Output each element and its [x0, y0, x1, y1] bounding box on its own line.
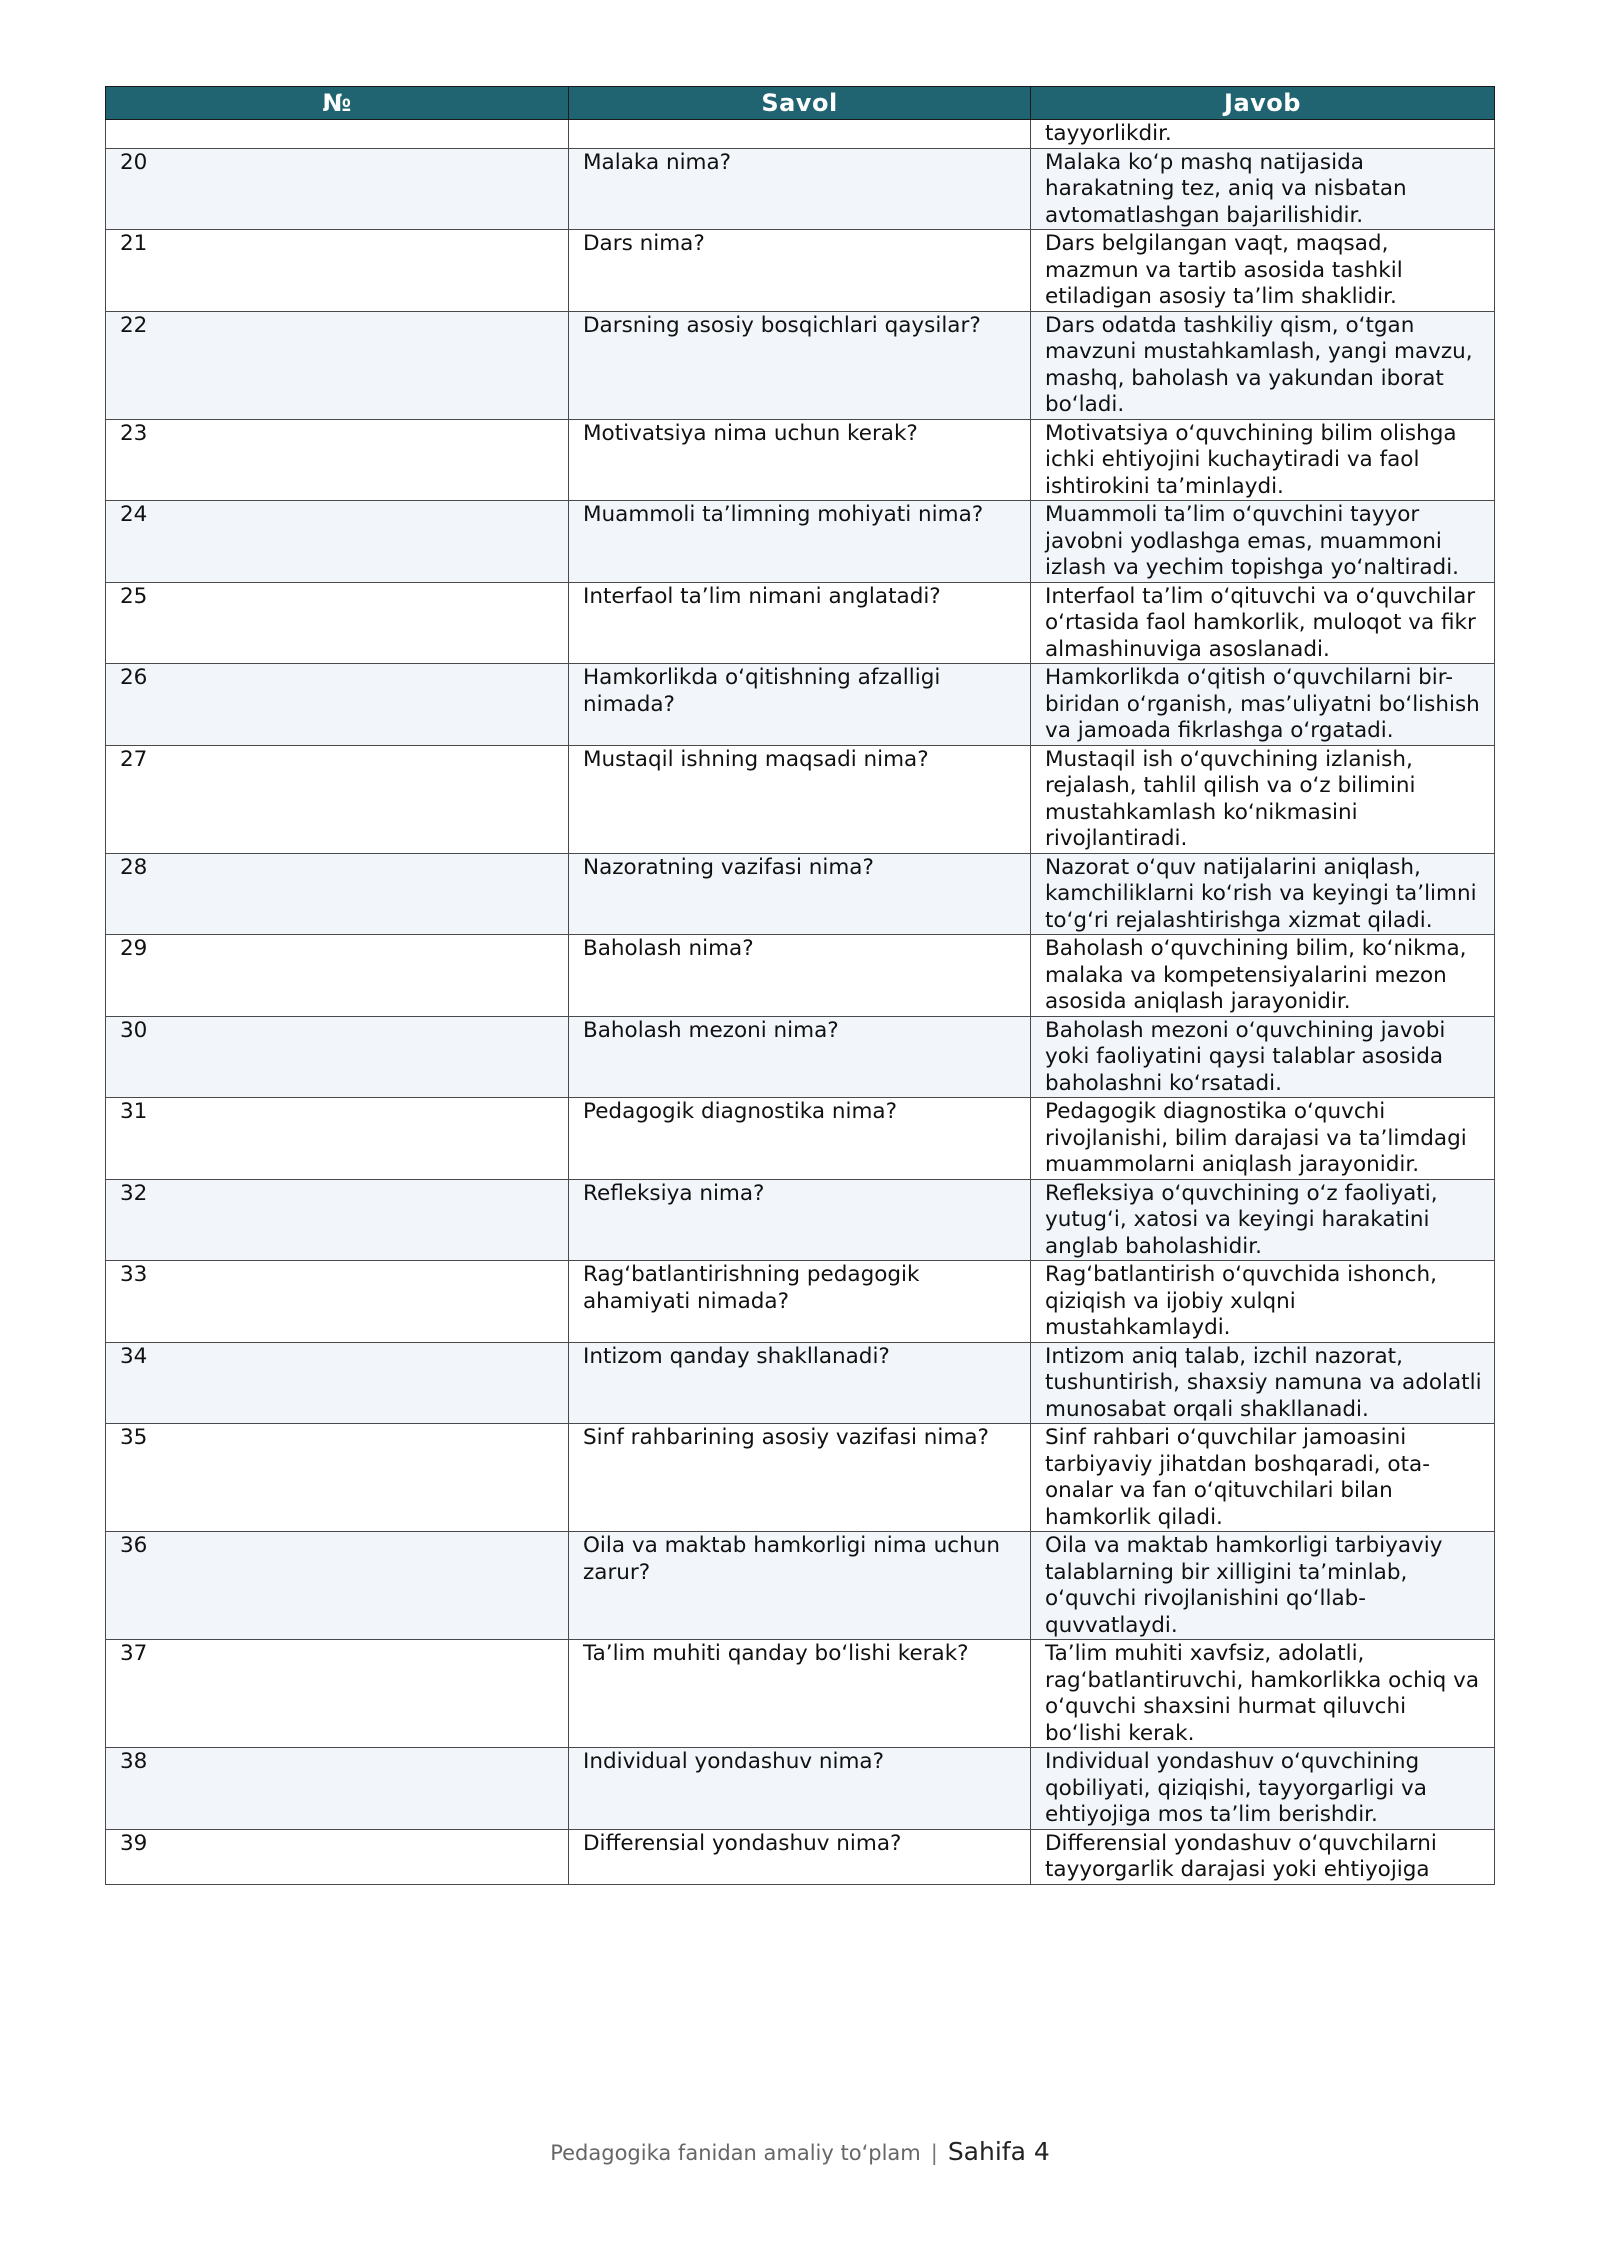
row-number-cell: 30 — [106, 1016, 569, 1098]
table-row — [106, 1640, 1495, 1748]
question-cell: Motivatsiya nima uchun kerak? — [569, 419, 1031, 501]
question-cell: Muammoli ta’limning mohiyati nima? — [569, 501, 1031, 583]
table-row — [106, 1179, 1495, 1261]
table-body — [106, 120, 1495, 1885]
question-cell: Baholash mezoni nima? — [569, 1016, 1031, 1098]
row-number-cell: 24 — [106, 501, 569, 583]
answer-cell: Mustaqil ish o‘quvchining izlanish, rejalash, tahlil qilish va o‘z bilimini mustahkamlash ko‘nikmasini rivojlantiradi. — [1031, 745, 1495, 853]
row-number-cell: 26 — [106, 664, 569, 746]
table-row — [106, 935, 1495, 1017]
question-cell: Hamkorlikda o‘qitishning afzalligi nimada? — [569, 664, 1031, 746]
table-row — [106, 745, 1495, 853]
answer-cell: Motivatsiya o‘quvchining bilim olishga ichki ehtiyojini kuchaytiradi va faol ishtirokini ta’minlaydi. — [1031, 419, 1495, 501]
question-cell: Baholash nima? — [569, 935, 1031, 1017]
answer-cell: Ta’lim muhiti xavfsiz, adolatli, rag‘batlantiruvchi, hamkorlikka ochiq va o‘quvchi shaxsini hurmat qiluvchi bo‘lishi kerak. — [1031, 1640, 1495, 1748]
header-answer: Javob — [1031, 87, 1495, 120]
answer-cell: Rag‘batlantirish o‘quvchida ishonch, qiziqish va ijobiy xulqni mustahkamlaydi. — [1031, 1261, 1495, 1343]
qa-table — [105, 86, 1495, 1885]
row-number-cell: 39 — [106, 1829, 569, 1884]
table-row — [106, 1098, 1495, 1180]
answer-cell: Individual yondashuv o‘quvchining qobiliyati, qiziqishi, tayyorgarligi va ehtiyojiga mos ta’lim berishdir. — [1031, 1748, 1495, 1830]
answer-cell: Nazorat o‘quv natijalarini aniqlash, kamchiliklarni ko‘rish va keyingi ta’limni to‘g‘ri rejalashtirishga xizmat qiladi. — [1031, 853, 1495, 935]
row-number-cell: 34 — [106, 1342, 569, 1424]
table-row — [106, 1748, 1495, 1830]
answer-cell: Muammoli ta’lim o‘quvchini tayyor javobni yodlashga emas, muammoni izlash va yechim topishga yo‘naltiradi. — [1031, 501, 1495, 583]
row-number-cell: 20 — [106, 148, 569, 230]
table-row — [106, 1532, 1495, 1640]
table-row — [106, 311, 1495, 419]
table-row — [106, 582, 1495, 664]
question-cell: Individual yondashuv nima? — [569, 1748, 1031, 1830]
question-cell: Darsning asosiy bosqichlari qaysilar? — [569, 311, 1031, 419]
question-cell: Differensial yondashuv nima? — [569, 1829, 1031, 1884]
answer-cell: Sinf rahbari o‘quvchilar jamoasini tarbiyaviy jihatdan boshqaradi, ota-onalar va fan o‘qituvchilari bilan hamkorlik qiladi. — [1031, 1424, 1495, 1532]
answer-cell: Intizom aniq talab, izchil nazorat, tushuntirish, shaxsiy namuna va adolatli munosabat orqali shakllanadi. — [1031, 1342, 1495, 1424]
page-footer — [0, 2137, 1600, 2166]
row-number-cell: 38 — [106, 1748, 569, 1830]
question-cell: Malaka nima? — [569, 148, 1031, 230]
row-number-cell: 31 — [106, 1098, 569, 1180]
question-cell: Dars nima? — [569, 230, 1031, 312]
answer-cell: Baholash o‘quvchining bilim, ko‘nikma, malaka va kompetensiyalarini mezon asosida aniqlash jarayonidir. — [1031, 935, 1495, 1017]
row-number-cell: 25 — [106, 582, 569, 664]
row-number-cell: 33 — [106, 1261, 569, 1343]
header-question: Savol — [569, 87, 1031, 120]
answer-cell: Dars odatda tashkiliy qism, o‘tgan mavzuni mustahkamlash, yangi mavzu, mashq, baholash va yakundan iborat bo‘ladi. — [1031, 311, 1495, 419]
table-row — [106, 664, 1495, 746]
table-row — [106, 230, 1495, 312]
footer-separator: | — [930, 2141, 938, 2165]
table-header — [106, 87, 1495, 120]
answer-cell: Baholash mezoni o‘quvchining javobi yoki faoliyatini qaysi talablar asosida baholashni ko‘rsatadi. — [1031, 1016, 1495, 1098]
question-cell — [569, 120, 1031, 149]
row-number-cell: 28 — [106, 853, 569, 935]
answer-cell: Pedagogik diagnostika o‘quvchi rivojlanishi, bilim darajasi va ta’limdagi muammolarni aniqlash jarayonidir. — [1031, 1098, 1495, 1180]
row-number-cell: 36 — [106, 1532, 569, 1640]
table-row — [106, 1424, 1495, 1532]
table-row — [106, 1261, 1495, 1343]
table-row — [106, 1342, 1495, 1424]
table-row — [106, 853, 1495, 935]
table-row — [106, 1016, 1495, 1098]
question-cell: Rag‘batlantirishning pedagogik ahamiyati nimada? — [569, 1261, 1031, 1343]
row-number-cell: 27 — [106, 745, 569, 853]
row-number-cell: 21 — [106, 230, 569, 312]
question-cell: Pedagogik diagnostika nima? — [569, 1098, 1031, 1180]
answer-cell: Interfaol ta’lim o‘qituvchi va o‘quvchilar o‘rtasida faol hamkorlik, muloqot va fikr almashinuviga asoslanadi. — [1031, 582, 1495, 664]
header-row — [106, 87, 1495, 120]
row-number-cell — [106, 120, 569, 149]
row-number-cell: 23 — [106, 419, 569, 501]
question-cell: Interfaol ta’lim nimani anglatadi? — [569, 582, 1031, 664]
footer-page-number: Sahifa 4 — [947, 2137, 1050, 2166]
table-row — [106, 1829, 1495, 1884]
answer-cell: tayyorlikdir. — [1031, 120, 1495, 149]
question-cell: Mustaqil ishning maqsadi nima? — [569, 745, 1031, 853]
answer-cell: Differensial yondashuv o‘quvchilarni tayyorgarlik darajasi yoki ehtiyojiga — [1031, 1829, 1495, 1884]
question-cell: Refleksiya nima? — [569, 1179, 1031, 1261]
footer-document-title: Pedagogika fanidan amaliy to‘plam — [550, 2141, 921, 2165]
question-cell: Oila va maktab hamkorligi nima uchun zarur? — [569, 1532, 1031, 1640]
answer-cell: Dars belgilangan vaqt, maqsad, mazmun va tartib asosida tashkil etiladigan asosiy ta’lim shaklidir. — [1031, 230, 1495, 312]
table-row — [106, 419, 1495, 501]
question-cell: Intizom qanday shakllanadi? — [569, 1342, 1031, 1424]
row-number-cell: 29 — [106, 935, 569, 1017]
table-row — [106, 120, 1495, 149]
answer-cell: Hamkorlikda o‘qitish o‘quvchilarni bir-biridan o‘rganish, mas’uliyatni bo‘lishish va jamoada fikrlashga o‘rgatadi. — [1031, 664, 1495, 746]
row-number-cell: 37 — [106, 1640, 569, 1748]
row-number-cell: 35 — [106, 1424, 569, 1532]
header-number: № — [106, 87, 569, 120]
row-number-cell: 22 — [106, 311, 569, 419]
answer-cell: Refleksiya o‘quvchining o‘z faoliyati, yutug‘i, xatosi va keyingi harakatini anglab baholashidir. — [1031, 1179, 1495, 1261]
question-cell: Ta’lim muhiti qanday bo‘lishi kerak? — [569, 1640, 1031, 1748]
table-row — [106, 501, 1495, 583]
table-row — [106, 148, 1495, 230]
answer-cell: Malaka ko‘p mashq natijasida harakatning tez, aniq va nisbatan avtomatlashgan bajarilishidir. — [1031, 148, 1495, 230]
question-cell: Nazoratning vazifasi nima? — [569, 853, 1031, 935]
question-cell: Sinf rahbarining asosiy vazifasi nima? — [569, 1424, 1031, 1532]
row-number-cell: 32 — [106, 1179, 569, 1261]
answer-cell: Oila va maktab hamkorligi tarbiyaviy talablarning bir xilligini ta’minlab, o‘quvchi rivojlanishini qo‘llab-quvvatlaydi. — [1031, 1532, 1495, 1640]
